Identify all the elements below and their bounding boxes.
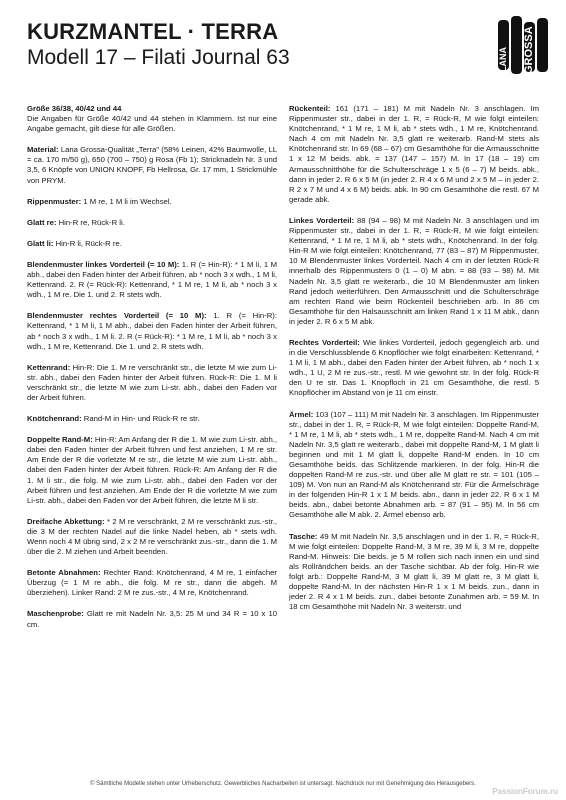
section-text: Lana Grossa-Qualität „Terra" (58% Leinen, 42% Baumwolle, LL = ca. 170 m/50 g), 650 (700 – 750) g Rosa (Fb 1); Stricknadeln Nr. 3 und 3,5, 6 Knöpfe von UNION KNOPF, Fb Hellrosa, Gr. 17 mm, 1 Strickmühle von PRYM. <box>27 145 277 185</box>
section-heading: Blendenmuster rechtes Vorderteil (= 10 M): <box>27 311 207 321</box>
left-column <box>27 104 277 641</box>
svg-text:GROSSA: GROSSA <box>523 26 535 74</box>
section-heading: Rechtes Vorderteil: <box>289 337 360 347</box>
section-heading: Kettenrand: <box>27 362 71 372</box>
section-heading: Größe 36/38, 40/42 und 44 <box>27 104 122 113</box>
section-rueckenteil <box>289 104 539 205</box>
content-columns <box>27 104 541 772</box>
section-heading: Tasche: <box>289 531 318 541</box>
section-text: * 2 M re verschränkt, 2 M re verschränkt zus.-str., die 3 M der rechten Nadel auf die linke Nadel heben, ab * stets wdh. Wenn noch 4 M übrig sind, 2 x 2 M re verschränkt zus.-str., dann die 1. M über die 2. M ziehen und Arbeit beenden. <box>27 516 277 557</box>
section-blenden_rechts <box>27 311 277 351</box>
section-text: Hin-R: Die 1. M re verschränkt str., die letzte M wie zum Li-str. abh., dabei den Faden hinter der Arbeit führen. Rück-R: Die 1. M li verschränkt str., die letzte M wie zum Li-str. abh., dabei den Faden vor der Arbeit führen. <box>27 362 277 402</box>
section-heading: Rippenmuster: <box>27 196 82 206</box>
section-heading: Ärmel: <box>289 409 314 419</box>
section-text: Wie linkes Vorderteil, jedoch gegengleich arb. und in die Verschlussblende 6 Knopflöcher wie folgt einarbeiten: Kettenrand, * 1 M li, 1 M abh., dabei den Faden hinter der Arbeit führen, ab * noch 1 x wdh., 1 U, 2 M re zus.-str., restl. M wie gewohnt str. In der folg. Rück-R den U re str. Das 1. Knopfloch in 21 cm Gesamthöhe, die restl. 5 Knopflöcher im Abstand von je 11 cm einstr. <box>289 337 540 398</box>
section-text: Die Angaben für Größe 40/42 und 44 stehen in Klammern. Ist nur eine Angabe gemacht, gilt diese für alle Größen. <box>27 114 277 134</box>
section-blenden_links <box>27 260 277 300</box>
section-aermel <box>289 410 539 521</box>
section-tasche <box>289 532 539 613</box>
section-doppelte_rand <box>27 435 277 506</box>
section-linkes_vt <box>289 216 539 327</box>
section-heading: Rückenteil: <box>289 104 331 113</box>
section-text: 49 M mit Nadeln Nr. 3,5 anschlagen und in der 1. R, = Rück-R, M wie folgt einteilen: Doppelte Rand-M, 3 M re, 39 M li, 3 M re, doppelte Rand-M. Hinweis: Die beids. je 5 M rollen sich nach innen ein und sind als Rollrändchen beids. an der Tasche sichtbar. Ab der folg. Hin-R wie folgt arb.: Doppelte Rand-M, 3 M glatt li, 39 M glatt re, 3 M glatt li, doppelte Rand-M. In der nächsten Hin-R 1 x 1 M beids. zun., dann in jeder 2. R 4 x 1 M beids. zun., dabei betonte Zunahmen arb. = 59 M. In 18 cm Gesamthöhe mit Nadeln Nr. 3 weiterstr. und <box>289 531 539 612</box>
section-heading: Maschenprobe: <box>27 609 84 619</box>
lana-grossa-logo <box>496 14 552 78</box>
section-material <box>27 145 277 185</box>
section-text: Hin-R li, Rück-R re. <box>53 238 122 248</box>
page-header <box>27 20 487 70</box>
section-text: Glatt re mit Nadeln Nr. 3,5: 25 M und 34 R = 10 x 10 cm. <box>27 609 277 629</box>
right-column <box>289 104 539 623</box>
section-text: Rechter Rand: Knötchenrand, 4 M re, 1 einfacher Überzug (= 1 M re abh., die folg. M re str., dann die abgeh. M überziehen). Linker Rand: 2 M re zus.-str., 4 M re, Knötchenrand. <box>27 568 277 598</box>
section-heading: Linkes Vorderteil: <box>289 215 355 225</box>
section-text: Rand-M in Hin- und Rück-R re str. <box>81 414 200 424</box>
section-rippenmuster <box>27 197 277 207</box>
section-heading: Glatt re: <box>27 217 57 227</box>
page-subtitle: Modell 17 – Filati Journal 63 <box>27 46 290 69</box>
section-heading: Dreifache Abkettung: <box>27 516 105 526</box>
watermark: PassionForum.ru <box>492 787 558 796</box>
section-text: 1 M re, 1 M li im Wechsel. <box>81 196 172 206</box>
section-kettenrand <box>27 363 277 403</box>
section-rechtes_vt <box>289 338 539 399</box>
section-heading: Doppelte Rand-M: <box>27 435 93 445</box>
section-heading: Material: <box>27 145 59 155</box>
section-glatt_li <box>27 239 277 249</box>
section-heading: Knötchenrand: <box>27 414 82 424</box>
section-heading: Glatt li: <box>27 238 54 248</box>
section-text: 103 (107 – 111) M mit Nadeln Nr. 3 anschlagen. Im Rippenmuster str., dabei in der 1. R, = Rück-R, M wie folgt einteilen: Doppelte Rand-M, * 1 M re, 1 M li, ab * stets wdh., 1 M re, doppelte Rand-M. Nach 4 cm mit Nadeln Nr. 3,5 glatt re weiterarb., dabei mit doppelte Rand-M, 1 M glatt li beginnen und mit 1 M glatt li, doppelte Rand-M enden. In 10 cm Gesamthöhe beids. das Schlitzende markieren. In der folg. Hin-R die doppelten Rand-M re zus.-str. und über alle M glatt re str. = 101 (105 – 109) M. Von nun an Rand-M als Knötchenrand str. Für die Ärmelschräge in der folgenden Hin-R 1 x 1 M beids. abn., dann in jeder 22. R 6 x 1 M beids. abn., dabei betonte Abnahmen arb. = 87 (91 – 95) M. In 56 cm Gesamthöhe alle M abk. 2. Ärmel ebenso arb. <box>289 409 539 520</box>
section-text: Hin-R: Am Anfang der R die 1. M wie zum Li-str. abh., dabei den Faden hinter der Arbeit führen und fest anziehen, 1 M re str. Am Ende der R die vorletzte M re str., die letzte M wie zum Li-str. abh., dabei den Faden hinter der Arbeit führen. Rück-R: Am Anfang der R die 1. M li str., die folg. M wie zum Li-str. abh., dabei den Faden vor der Arbeit führen und fest anziehen. Am Ende der R die vorletzte M wie zum Li-str. abh., dabei den Faden vor der Arbeit führen, die letzte M li str. <box>27 435 277 505</box>
section-text: Hin-R re, Rück-R li. <box>56 217 125 227</box>
svg-text:LANA: LANA <box>498 47 508 72</box>
section-text: 88 (94 – 98) M mit Nadeln Nr. 3 anschlagen und im Rippenmuster str., dabei in der 1. R, = Rück-R, M wie folgt einteilen: Kettenrand, * 1 M re, 1 M li, ab * stets wdh., Knötchenrand. In der folg. Hin-R M wie folgt einteilen: Knötchenrand, 77 (83 – 87) M Rippenmuster, 10 M Blendenmuster linkes Vorderteil. Nach 4 cm in der letzten Rück-R innerhalb des Rippenmusters 0 (1 – 0) M abn. = 88 (93 – 98) M. Mit Nadeln Nr. 3,5 glatt re weiterarb., die 10 M Blendenmuster am linken Rand jedoch weiterführen. Den Armausschnitt und die Schulterschräge am rechten Rand wie beim Rückenteil beschrieben arb. In 86 cm Gesamthöhe für den Halsausschnitt am linken Rand 1 x 11 M abk., dann in jeder 2. R 6 x 5 M abk. <box>289 215 539 326</box>
section-text: 1. R (= Hin-R): * 1 M li, 1 M abh., dabei den Faden hinter der Arbeit führen, ab * noch 3 x wdh., 1 M li, Kettenrand. 2. R (= Rück-R): Kettenrand, * 1 M re, 1 M li, ab * noch 3 x wdh., 1 M re. Die 1. und 2. R stets wdh. <box>27 259 277 300</box>
section-heading: Blendenmuster linkes Vorderteil (= 10 M): <box>27 259 180 269</box>
section-glatt_re <box>27 218 277 228</box>
section-maschenprobe <box>27 609 277 629</box>
section-heading: Betonte Abnahmen: <box>27 568 101 578</box>
section-knoetchenrand <box>27 414 277 424</box>
section-betonte <box>27 568 277 598</box>
copyright-footer: © Sämtliche Modelle stehen unter Urheberschutz. Gewerbliches Nacharbeiten ist untersagt. Nachdruck nur mit Genehmigung des Herausgebers. <box>90 781 476 787</box>
section-text: 1. R (= Hin-R): Kettenrand, * 1 M li, 1 M abh., dabei den Faden hinter der Arbeit führen, ab * noch 3 x wdh., 1 M li. 2. R (= Rück-R): * 1 M re, 1 M li, ab * noch 3 x wdh., 1 M re, Kettenrand. Die 1. und 2. R stets wdh. <box>27 311 277 351</box>
section-text: 161 (171 – 181) M mit Nadeln Nr. 3 anschlagen. Im Rippenmuster str., dabei in der 1. R, = Rück-R, M wie folgt einteilen: Knötchenrand, * 1 M re, 1 M li, ab * stets wdh., 1 M re, Knötchenrand. Nach 4 cm mit Nadeln Nr. 3,5 glatt re weiterarb. Rand-M stets als Knötchenrand str. In 69 (68 – 67) cm Gesamthöhe für die Armausschnitte 1 x 12 M beids. abk. = 137 (147 – 157) M. In 17 (18 – 19) cm Armausschnitthöhe für die Schulterschräge 1 x 5 (6 – 7) M beids. abk., dann in jeder 2. R 6 x 5 M (in jeder 2. R 4 x 6 M und 2 x 5 M – in jeder 2. R 2 x 7 M und 4 x 6 M) beids. abk. In 90 cm Gesamthöhe die restl. 67 M gerade abk. <box>289 104 539 204</box>
page-title: KURZMANTEL · TERRA <box>27 19 279 44</box>
section-dreifache <box>27 517 277 557</box>
section-groesse <box>27 104 277 134</box>
